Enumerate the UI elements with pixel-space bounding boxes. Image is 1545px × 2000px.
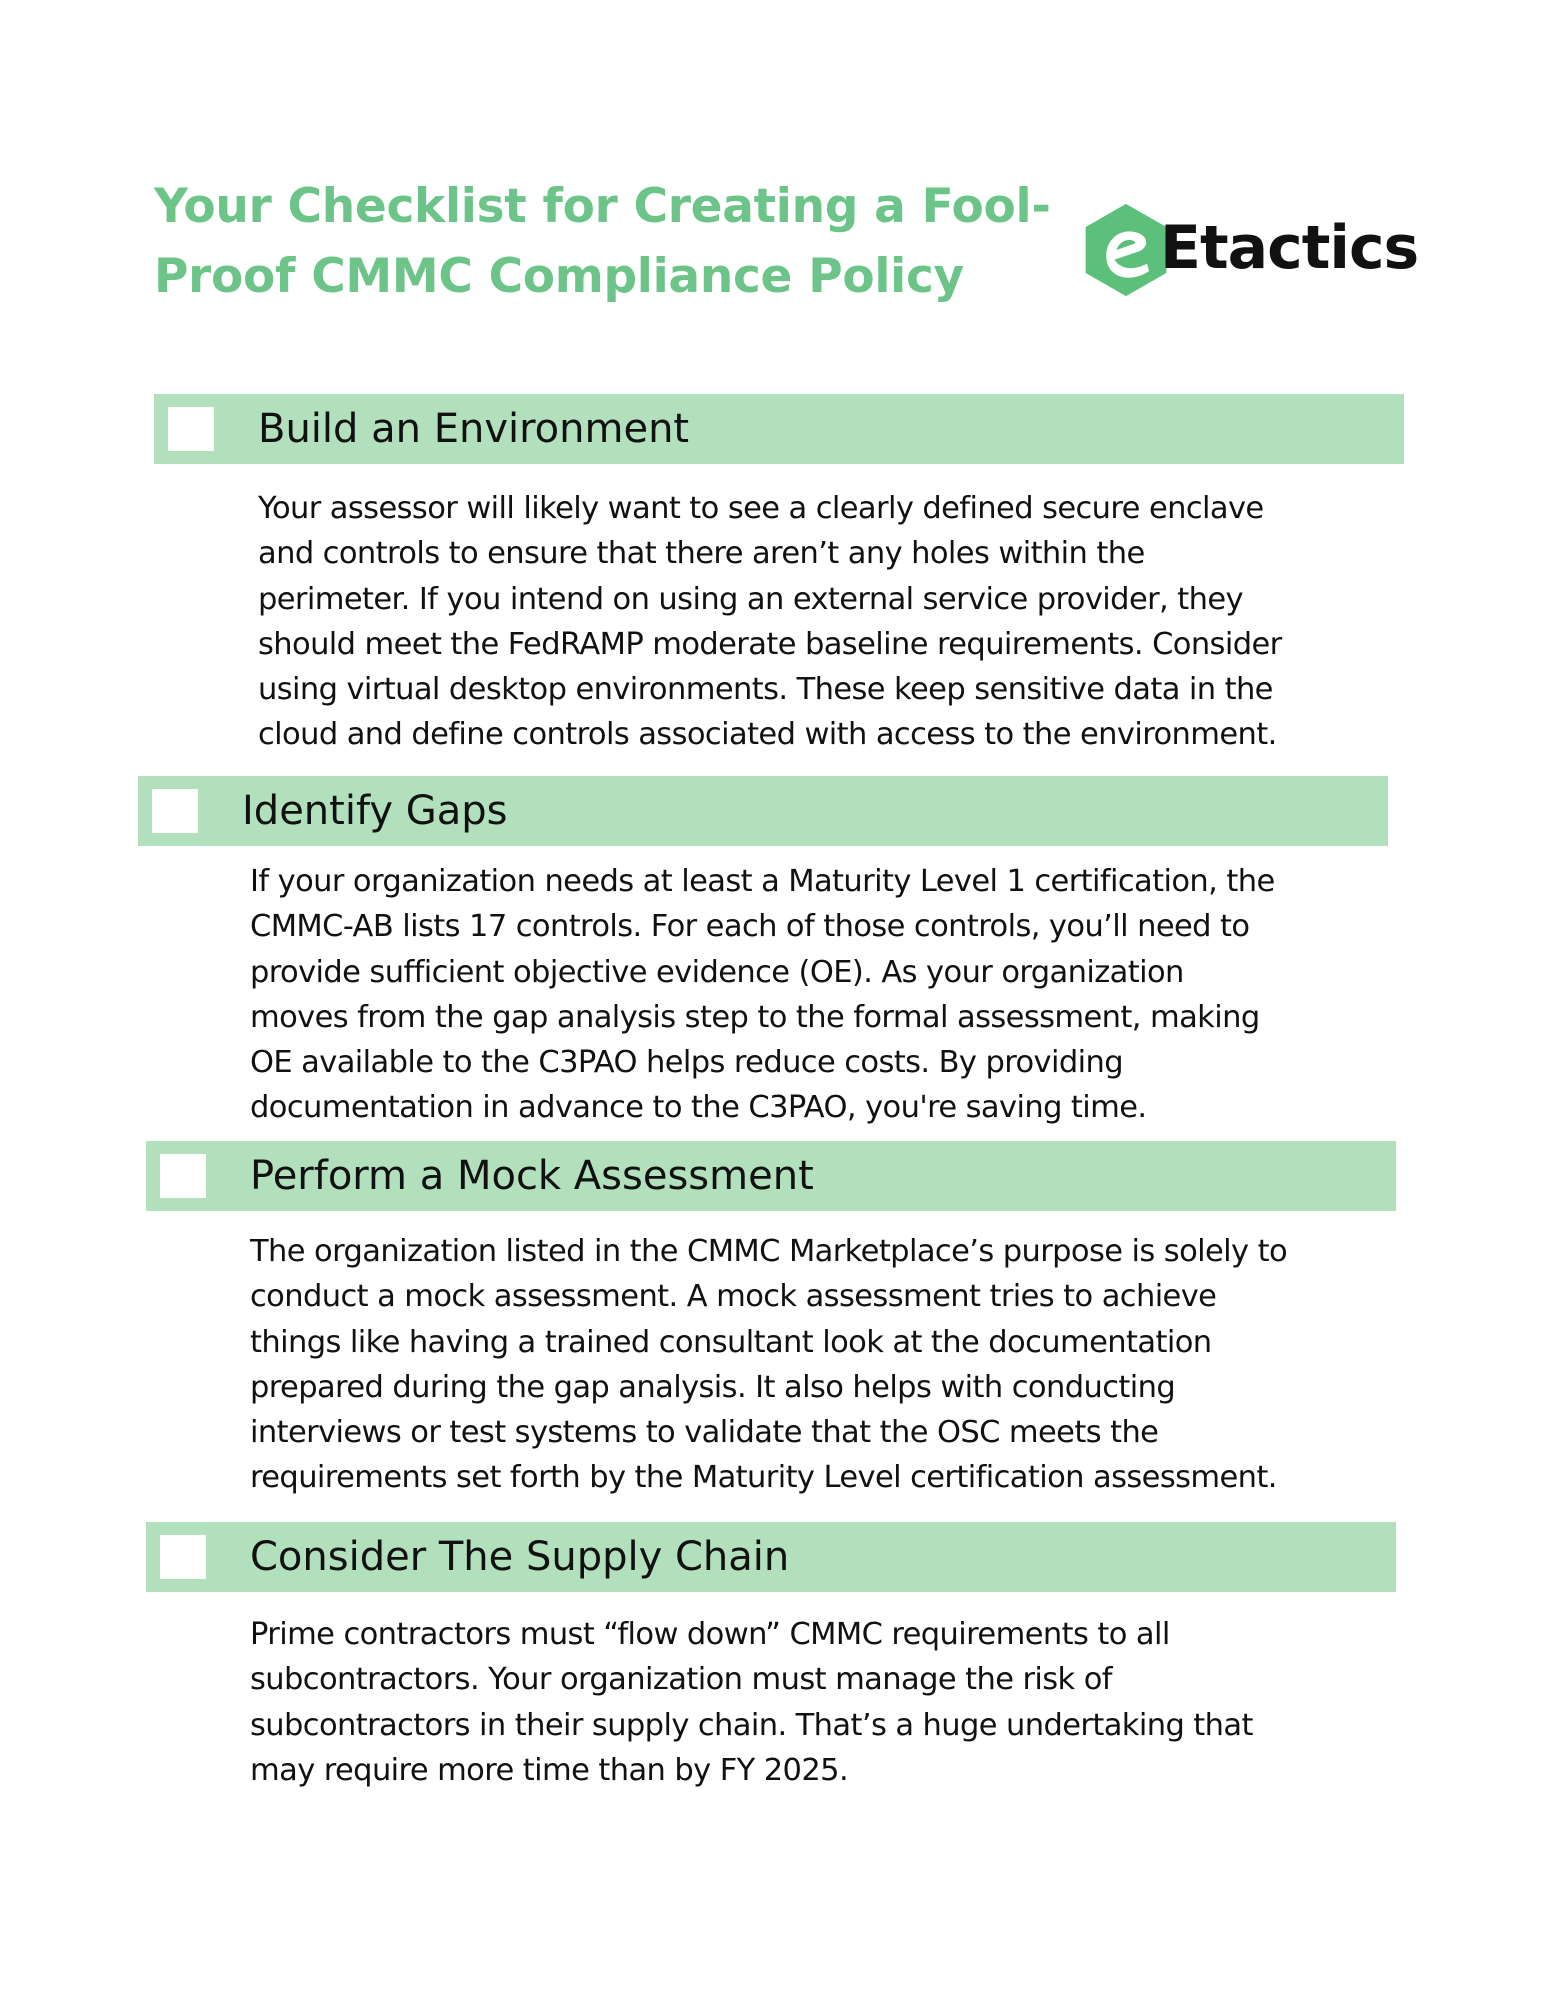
section-bar-identify-gaps [138, 776, 1388, 846]
body-line: things like having a trained consultant look at the documentation [250, 1324, 1212, 1360]
body-line: interviews or test systems to validate that the OSC meets the [250, 1415, 1159, 1451]
body-line: may require more time than by FY 2025. [250, 1752, 849, 1788]
body-line: using virtual desktop environments. These keep sensitive data in the [258, 672, 1273, 708]
body-line: documentation in advance to the C3PAO, you're saving time. [250, 1090, 1147, 1126]
body-line: provide sufficient objective evidence (OE). As your organization [250, 954, 1184, 990]
body-line: cloud and define controls associated with access to the environment. [258, 717, 1277, 753]
section-body-supply-chain [250, 1612, 1253, 1793]
body-line: Your assessor will likely want to see a clearly defined secure enclave [258, 491, 1264, 526]
section-bar-supply-chain [146, 1522, 1396, 1592]
body-line: CMMC-AB lists 17 controls. For each of those controls, you’ll need to [250, 909, 1250, 945]
section-body-identify-gaps [250, 859, 1275, 1131]
body-line: moves from the gap analysis step to the formal assessment, making [250, 999, 1260, 1035]
section-bar-mock-assessment [146, 1141, 1396, 1211]
section-heading: Perform a Mock Assessment [250, 1153, 814, 1199]
body-line: requirements set forth by the Maturity Level certification assessment. [250, 1460, 1277, 1496]
checkbox-mock-assessment[interactable] [160, 1154, 206, 1198]
body-line: Prime contractors must “flow down” CMMC requirements to all [250, 1617, 1170, 1652]
body-line: The organization listed in the CMMC Marketplace’s purpose is solely to [250, 1234, 1288, 1269]
body-line: should meet the FedRAMP moderate baseline requirements. Consider [258, 626, 1282, 662]
body-line: subcontractors. Your organization must manage the risk of [250, 1662, 1112, 1698]
page-title [154, 172, 1051, 312]
body-line: and controls to ensure that there aren’t any holes within the [258, 536, 1145, 572]
checkbox-supply-chain[interactable] [160, 1535, 206, 1579]
checkbox-build-environment[interactable] [168, 407, 214, 451]
body-line: prepared during the gap analysis. It also helps with conducting [250, 1369, 1176, 1405]
section-body-mock-assessment [250, 1229, 1287, 1501]
body-line: OE available to the C3PAO helps reduce costs. By providing [250, 1045, 1124, 1081]
checkbox-identify-gaps[interactable] [152, 789, 198, 833]
etactics-logo [1078, 202, 1419, 302]
body-line: perimeter. If you intend on using an external service provider, they [258, 581, 1243, 617]
section-heading: Consider The Supply Chain [250, 1534, 790, 1580]
section-body-build-environment [258, 486, 1282, 758]
section-heading: Build an Environment [258, 406, 690, 452]
section-heading: Identify Gaps [242, 788, 508, 834]
title-line: Your Checklist for Creating a Fool- [154, 179, 1051, 234]
logo-wordmark: Etactics [1160, 213, 1419, 283]
body-line: conduct a mock assessment. A mock assessment tries to achieve [250, 1279, 1217, 1315]
body-line: subcontractors in their supply chain. That’s a huge undertaking that [250, 1707, 1253, 1743]
section-bar-build-environment [154, 394, 1404, 464]
body-line: If your organization needs at least a Maturity Level 1 certification, the [250, 864, 1275, 899]
title-line: Proof CMMC Compliance Policy [154, 249, 964, 304]
